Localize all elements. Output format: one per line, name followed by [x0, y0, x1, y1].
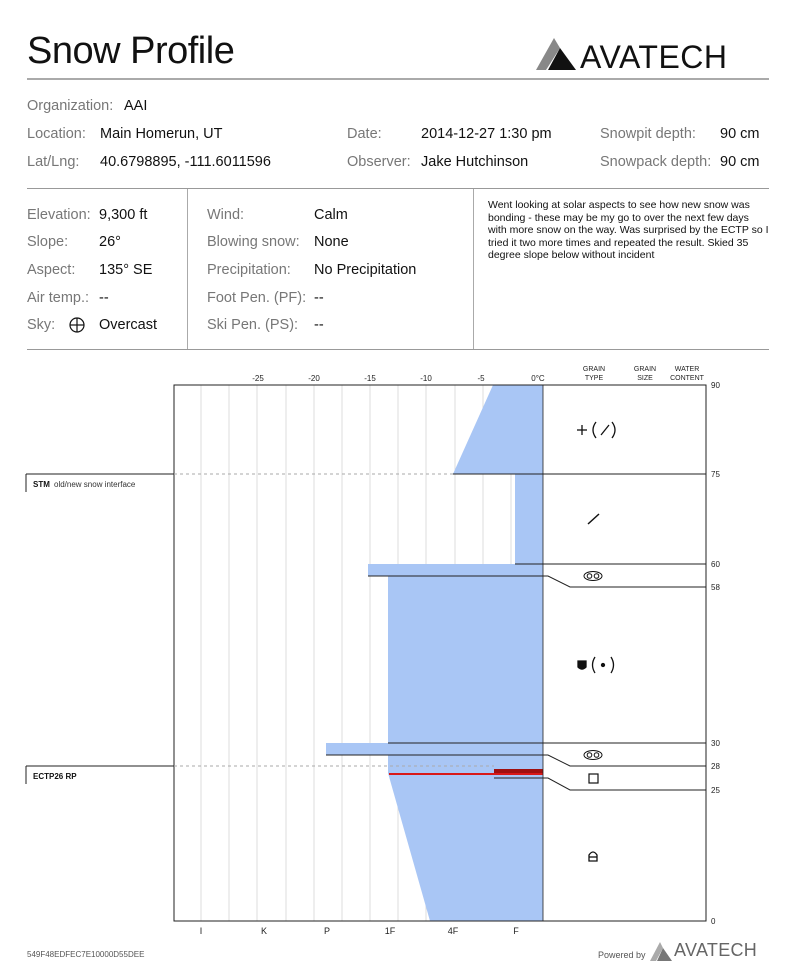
- conditions-divider: [27, 349, 769, 350]
- date-value: 2014-12-27 1:30 pm: [421, 126, 552, 142]
- airtemp-value: --: [99, 290, 109, 306]
- snow-profile-chart: [0, 355, 800, 940]
- info-divider: [27, 188, 769, 189]
- depth-label-90: 90: [711, 381, 720, 390]
- sky-label: Sky:: [27, 317, 56, 333]
- temp-tick-25: -25: [252, 374, 264, 383]
- temp-tick-15: -15: [364, 374, 376, 383]
- layer-fill-top: [453, 385, 543, 474]
- avatech-logo: [536, 36, 770, 75]
- grain-symbol-5: [584, 751, 602, 760]
- depth-label-58: 58: [711, 583, 720, 592]
- header-divider: [27, 78, 769, 80]
- aspect-label: Aspect:: [27, 262, 76, 278]
- slope-value: 26°: [99, 234, 121, 250]
- layer-fill-bottom: [388, 773, 543, 921]
- grain-symbol-3: [584, 572, 602, 581]
- overcast-sky-icon: [69, 317, 85, 333]
- footer-avatech-logo: [650, 940, 772, 962]
- snowpit-depth-value: 90 cm: [720, 126, 760, 142]
- grain-size-header-1: GRAIN: [633, 366, 657, 373]
- layer-fill-3: [368, 564, 543, 576]
- test-code-ectp: ECTP26 RP: [33, 772, 77, 781]
- grain-size-header-2: SIZE: [637, 375, 653, 382]
- depth-label-25: 25: [711, 786, 720, 795]
- temp-tick-0: 0°C: [531, 374, 545, 383]
- grain-type-header-2: TYPE: [584, 375, 604, 382]
- snowpit-depth-label: Snowpit depth:: [600, 126, 696, 142]
- precipitation-value: No Precipitation: [314, 262, 417, 278]
- wind-label: Wind:: [207, 207, 245, 223]
- temp-tick-5: -5: [477, 374, 485, 383]
- layer-fill-2: [515, 474, 543, 564]
- date-label: Date:: [347, 126, 382, 142]
- snowpack-depth-label: Snowpack depth:: [600, 154, 712, 170]
- ski-pen-label: Ski Pen. (PS):: [207, 317, 299, 333]
- grain-type-header-1: GRAIN: [582, 366, 606, 373]
- snowpack-depth-value: 90 cm: [720, 154, 760, 170]
- layer-fill-5: [326, 743, 543, 755]
- depth-label-30: 30: [711, 739, 720, 748]
- grain-symbol-2: [588, 514, 599, 524]
- observer-value: Jake Hutchinson: [421, 154, 529, 170]
- foot-pen-label: Foot Pen. (PF):: [207, 290, 307, 306]
- test-code-stm: STM: [33, 480, 50, 489]
- blowing-snow-label: Blowing snow:: [207, 234, 300, 250]
- conditions-divider-1: [187, 189, 188, 349]
- location-label: Location:: [27, 126, 86, 142]
- depth-label-28: 28: [711, 762, 720, 771]
- organization-label: Organization:: [27, 98, 114, 114]
- slope-label: Slope:: [27, 234, 69, 250]
- layer-fill-4: [388, 576, 543, 743]
- depth-label-60: 60: [711, 560, 720, 569]
- precipitation-label: Precipitation:: [207, 262, 291, 278]
- grain-symbol-6: [589, 774, 598, 783]
- grain-symbol-7: [589, 852, 597, 861]
- location-value: Main Homerun, UT: [100, 126, 223, 142]
- blowing-snow-value: None: [314, 234, 349, 250]
- temp-tick-10: -10: [420, 374, 432, 383]
- depth-label-0: 0: [711, 917, 716, 926]
- powered-by-label: Powered by: [598, 950, 646, 960]
- hardness-tick-1F: 1F: [384, 926, 396, 936]
- footer-brand: AVATECH: [674, 940, 758, 960]
- avatech-mountain-icon: [536, 36, 580, 72]
- temp-tick-20: -20: [308, 374, 320, 383]
- hardness-tick-P: P: [323, 926, 331, 936]
- observation-notes: Went looking at solar aspects to see how new snow was bonding - these may be my go to over the next few days with more snow on the way. Was surprised by the ECTP so I tried it two more times and repeated the result. Skied 35 degree slope below without incident: [488, 199, 769, 261]
- organization-value: AAI: [124, 98, 148, 114]
- elevation-label: Elevation:: [27, 207, 91, 223]
- hardness-tick-I: I: [199, 926, 203, 936]
- airtemp-label: Air temp.:: [27, 290, 90, 306]
- page-title: Snow Profile: [27, 30, 235, 72]
- sky-value: Overcast: [99, 317, 158, 333]
- latlng-value: 40.6798895, -111.6011596: [100, 154, 271, 170]
- aspect-value: 135° SE: [99, 262, 153, 278]
- grain-symbol-4: [578, 657, 614, 673]
- brand-name: AVATECH: [580, 39, 728, 75]
- water-header-2: CONTENT: [670, 375, 704, 382]
- conditions-divider-2: [473, 189, 474, 349]
- hardness-tick-K: K: [260, 926, 268, 936]
- observer-label: Observer:: [347, 154, 411, 170]
- foot-pen-value: --: [314, 290, 324, 306]
- profile-id: 549F48EDFEC7E10000D55DEE: [27, 950, 145, 959]
- wind-value: Calm: [314, 207, 348, 223]
- latlng-label: Lat/Lng:: [27, 154, 80, 170]
- hardness-tick-4F: 4F: [447, 926, 459, 936]
- test-note-stm: old/new snow interface: [54, 480, 136, 489]
- footer-mountain-icon: [650, 940, 674, 962]
- hardness-tick-F: F: [513, 926, 519, 936]
- water-header-1: WATER: [674, 366, 700, 373]
- depth-label-75: 75: [711, 470, 720, 479]
- elevation-value: 9,300 ft: [99, 207, 148, 223]
- grain-symbol-1: [577, 422, 615, 438]
- ski-pen-value: --: [314, 317, 324, 333]
